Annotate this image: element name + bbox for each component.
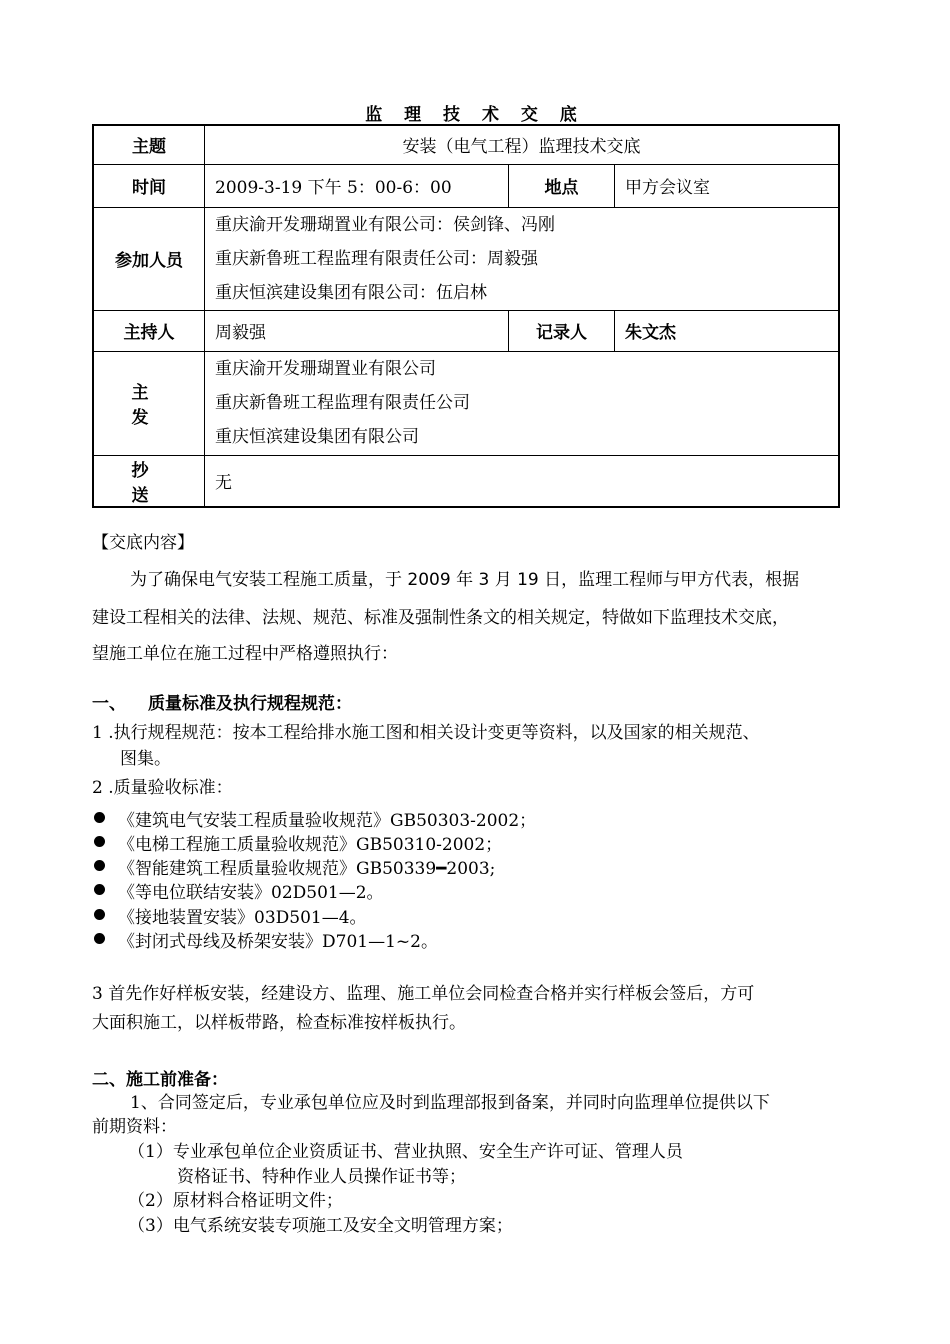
row-participants [93, 207, 839, 310]
row-host [93, 310, 839, 351]
s1-item2: 2 .质量验收标准： [92, 778, 233, 798]
bullet-icon [94, 812, 105, 823]
subject-label: 主题 [93, 125, 205, 164]
bullet-icon [94, 933, 105, 944]
bullet-icon [94, 836, 105, 847]
place-label: 地点 [509, 164, 615, 207]
bullet-item: 《等电位联结安装》02D501—2。 [118, 883, 384, 903]
row-subject [93, 125, 839, 164]
main-send-item: 重庆渝开发珊瑚置业有限公司 [215, 359, 436, 379]
main-send-list [205, 351, 840, 455]
participants-list [205, 207, 840, 310]
bullet-item: 《封闭式母线及桥架安装》D701—1~2。 [118, 932, 438, 952]
intro-line-1: 为了确保电气安装工程施工质量，于 2009 年 3 月 19 日，监理工程师与甲方代表，根据 [130, 570, 800, 590]
row-time [93, 164, 839, 207]
bullet-item: 《电梯工程施工质量验收规范》GB50310-2002； [118, 835, 503, 855]
s1-item1-line1: 1 .执行规程规范：按本工程给排水施工图和相关设计变更等资料，以及国家的相关规范、 [92, 723, 760, 743]
bullet-icon [94, 884, 105, 895]
info-table [92, 124, 840, 508]
intro-line-3: 望施工单位在施工过程中严格遵照执行： [92, 644, 398, 664]
bullet-icon [94, 860, 105, 871]
time-value: 2009-3-19 下午 5：00-6：00 [205, 164, 509, 207]
section-1-number: 一、 [92, 694, 126, 714]
s2-p1-line2: 前期资料： [92, 1117, 177, 1137]
cc-label: 抄 送 [93, 455, 205, 507]
section-1-title: 质量标准及执行规程规范： [148, 694, 352, 714]
main-send-label: 主 发 [93, 351, 205, 455]
participants-label: 参加人员 [93, 207, 205, 310]
bullet-item: 《建筑电气安装工程质量验收规范》GB50303-2002； [118, 811, 537, 831]
bullet-icon [94, 909, 105, 920]
s1-item3-line2: 大面积施工，以样板带路，检查标准按样板执行。 [92, 1013, 466, 1033]
main-send-item: 重庆新鲁班工程监理有限责任公司 [215, 393, 470, 413]
s2-sub3: （3）电气系统安装专项施工及安全文明管理方案； [128, 1216, 513, 1236]
s2-sub1-line1: （1）专业承包单位企业资质证书、营业执照、安全生产许可证、管理人员 [128, 1142, 683, 1162]
recorder-value: 朱文杰 [615, 310, 840, 351]
recorder-label: 记录人 [509, 310, 615, 351]
s1-item1-line2: 图集。 [120, 749, 171, 769]
cc-value: 无 [205, 455, 840, 507]
s2-p1-line1: 1、合同签定后，专业承包单位应及时到监理部报到备案，并同时向监理单位提供以下 [130, 1093, 770, 1113]
s2-sub2: （2）原材料合格证明文件； [128, 1191, 343, 1211]
host-value: 周毅强 [205, 310, 509, 351]
s1-item3-line1: 3 首先作好样板安装，经建设方、监理、施工单位会同检查合格并实行样板会签后，方可 [92, 984, 755, 1004]
participant-item: 重庆恒滨建设集团有限公司：伍启林 [215, 282, 487, 303]
s2-sub1-line2: 资格证书、特种作业人员操作证书等； [177, 1167, 466, 1187]
host-label: 主持人 [93, 310, 205, 351]
place-value: 甲方会议室 [615, 164, 840, 207]
participant-item: 重庆渝开发珊瑚置业有限公司：侯剑锋、冯刚 [215, 214, 555, 235]
bullet-item: 《智能建筑工程质量验收规范》GB50339━2003; [118, 859, 496, 879]
subject-value: 安装（电气工程）监理技术交底 [205, 125, 840, 164]
time-label: 时间 [93, 164, 205, 207]
document-title: 监 理 技 术 交 底 [365, 105, 585, 125]
section-header: 【交底内容】 [92, 533, 194, 553]
intro-line-2: 建设工程相关的法律、法规、规范、标准及强制性条文的相关规定，特做如下监理技术交底， [92, 608, 789, 628]
section-2-title: 二、施工前准备： [92, 1070, 228, 1090]
main-send-item: 重庆恒滨建设集团有限公司 [215, 427, 419, 447]
bullet-item: 《接地装置安装》03D501—4。 [118, 908, 367, 928]
row-main-send [93, 351, 839, 455]
row-cc [93, 455, 839, 507]
participant-item: 重庆新鲁班工程监理有限责任公司：周毅强 [215, 248, 538, 269]
